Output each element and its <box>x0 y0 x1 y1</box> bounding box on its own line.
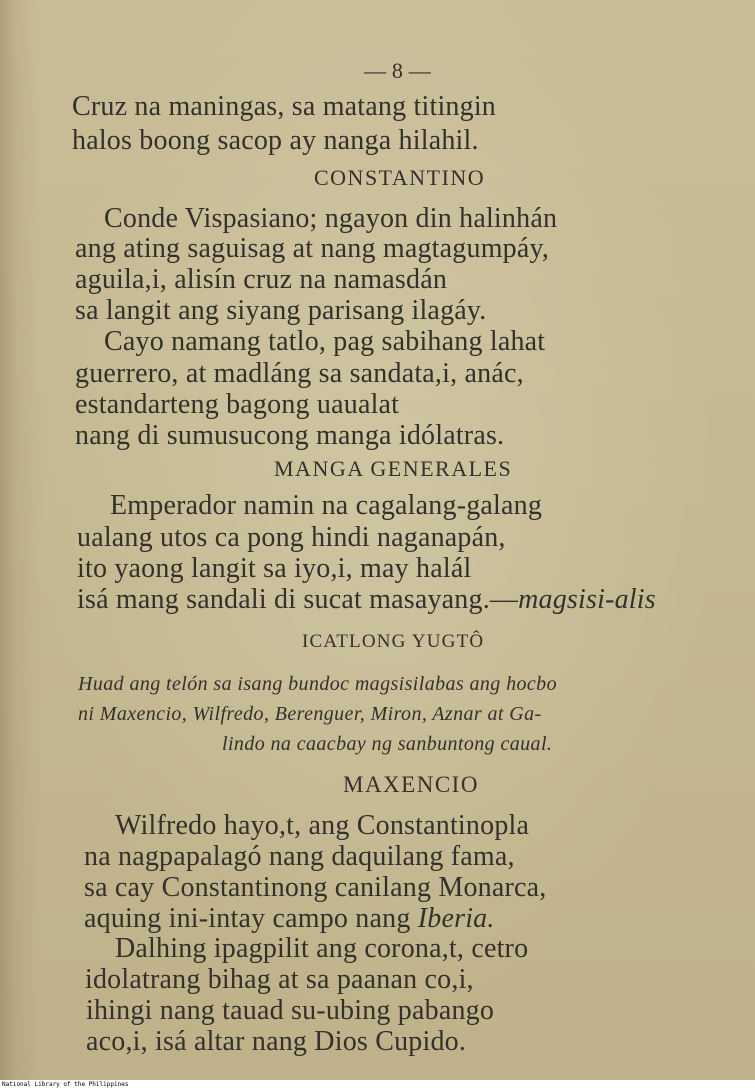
stage-direction-line: lindo na caacbay ng sanbuntong caual. <box>222 733 553 755</box>
library-footer: National Library of the Philippines <box>2 1081 129 1088</box>
verse-line: aco,i, isá altar nang Dios Cupido. <box>86 1026 467 1057</box>
verse-line: sa langit ang siyang parisang ilagáy. <box>75 295 487 326</box>
verse-line: sa cay Constantinong canilang Monarca, <box>84 872 547 903</box>
page-number: — 8 — <box>364 58 431 83</box>
verse-line: Wilfredo hayo,t, ang Constantinopla <box>115 810 530 841</box>
verse-line: guerrero, at madláng sa sandata,i, anác, <box>75 358 524 389</box>
speaker-heading: CONSTANTINO <box>314 165 486 190</box>
verse-line: Dalhing ipagpilit ang corona,t, cetro <box>115 933 529 964</box>
page-edge-shadow <box>0 0 40 1080</box>
verse-line: na nagpapalagó nang daquilang fama, <box>84 841 515 872</box>
stage-direction-line: Huad ang telón sa isang bundoc magsisilabas ang hocbo <box>78 673 557 695</box>
act-heading: ICATLONG YUGTÔ <box>302 631 485 652</box>
stage-direction-line: ni Maxencio, Wilfredo, Berenguer, Miron, Aznar at Ga- <box>78 703 542 725</box>
verse-line: Conde Vispasiano; ngayon din halinhán <box>104 203 558 234</box>
verse-line: ang ating saguisag at nang magtagumpáy, <box>75 233 550 264</box>
verse-line: Cruz na maningas, sa matang titingin <box>72 91 497 122</box>
verse-line: halos boong sacop ay nanga hilahil. <box>72 125 479 156</box>
speaker-heading: MANGA GENERALES <box>274 456 513 481</box>
verse-line: Cayo namang tatlo, pag sabihang lahat <box>104 326 546 357</box>
verse-text: isá mang sandali di sucat masayang. <box>77 584 490 615</box>
speaker-heading: MAXENCIO <box>343 772 479 797</box>
verse-line: ito yaong langit sa iyo,i, may halál <box>77 553 472 584</box>
verse-text: aquing ini-intay campo nang <box>84 903 418 934</box>
stage-direction: magsisi-alis <box>518 584 656 615</box>
verse-line: ihingi nang tauad su-ubing pabango <box>86 995 495 1026</box>
italic-word: Iberia. <box>417 903 495 934</box>
dash: — <box>489 584 519 615</box>
verse-line-with-italic <box>84 903 495 935</box>
verse-line: estandarteng bagong uaualat <box>75 389 400 420</box>
verse-line: Emperador namin na cagalang-galang <box>110 490 543 521</box>
verse-line: idolatrang bihag at sa paanan co,i, <box>85 964 474 995</box>
verse-line: nang di sumusucong manga idólatras. <box>75 420 505 451</box>
verse-line: aguila,i, alisín cruz na namasdán <box>75 264 448 295</box>
verse-line-with-direction <box>77 584 656 616</box>
verse-line: ualang utos ca pong hindi naganapán, <box>77 522 506 553</box>
